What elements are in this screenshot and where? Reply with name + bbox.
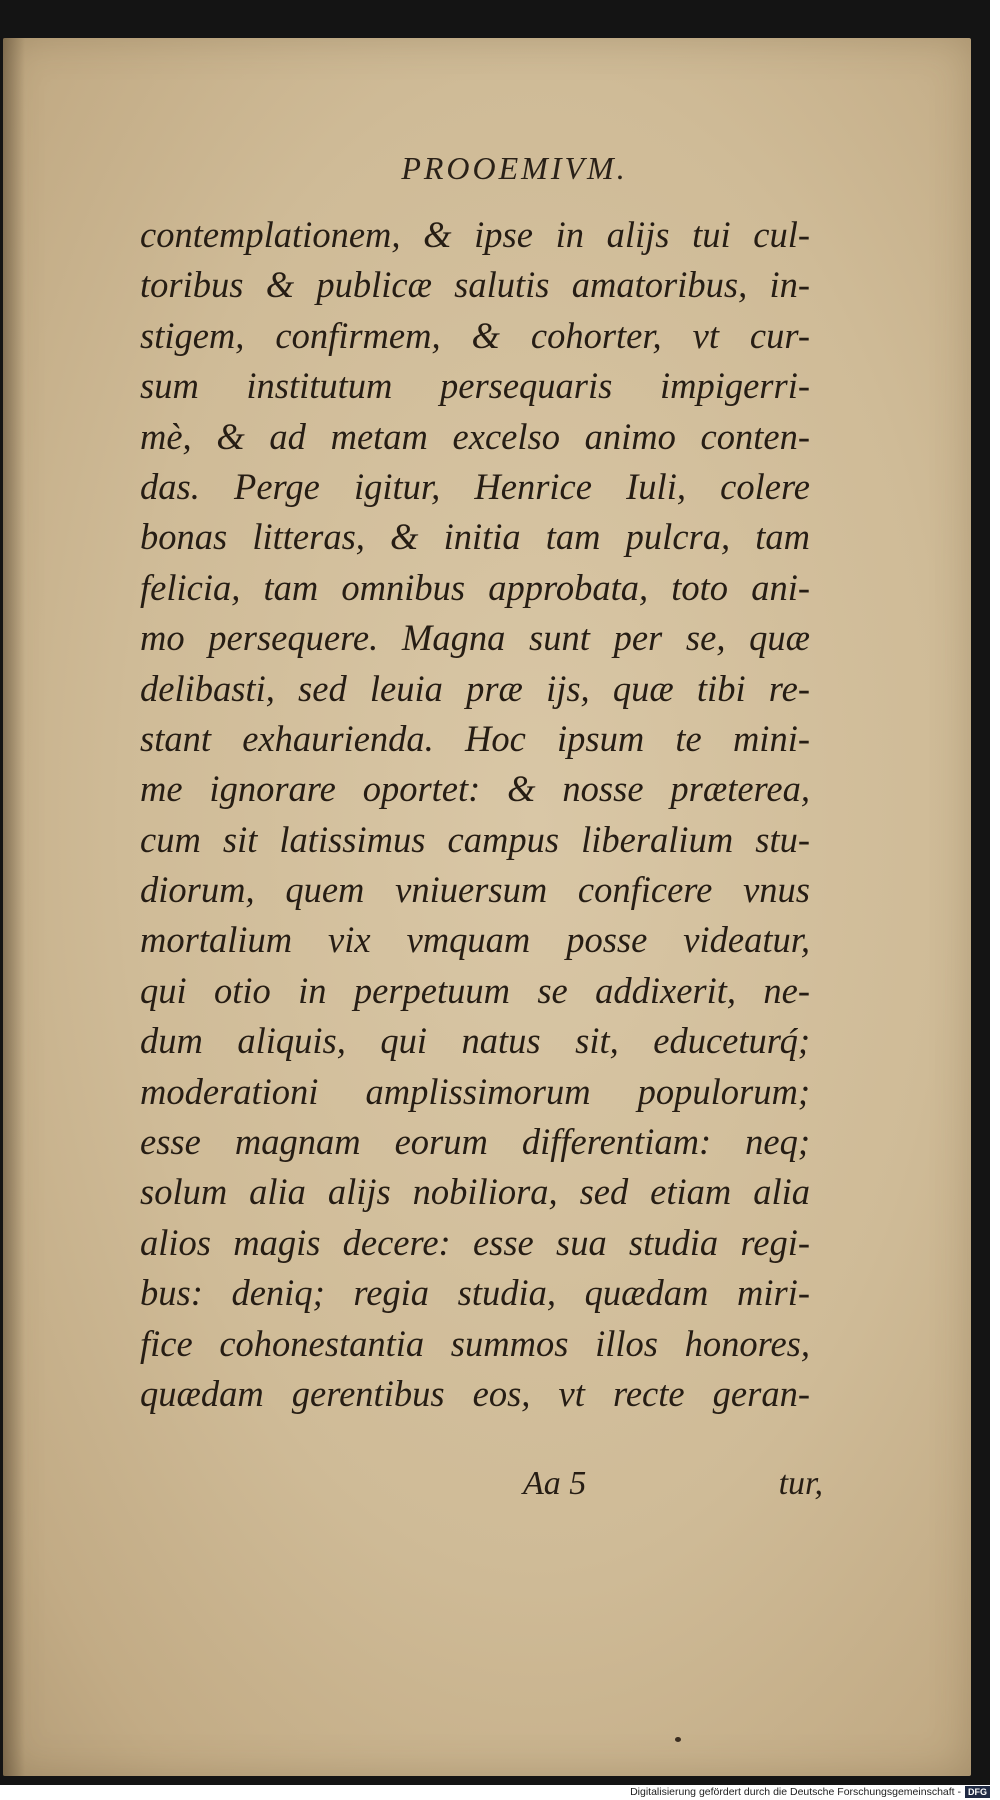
text-line: qui otio in perpetuum se addixerit, ne- [140, 969, 810, 1011]
text-line: cum sit latissimus campus liberalium stu- [140, 818, 810, 860]
body-text [140, 210, 810, 1419]
ink-speck [675, 1737, 681, 1742]
dfg-logo: DFG [965, 1786, 990, 1798]
credit-text: Digitalisierung gefördert durch die Deutsche Forschungsgemeinschaft - [630, 1786, 961, 1798]
text-line: dum aliquis, qui natus sit, educeturq́; [140, 1020, 810, 1062]
text-line: toribus & publicæ salutis amatoribus, in- [140, 264, 810, 306]
text-line: bonas litteras, & initia tam pulcra, tam [140, 516, 810, 558]
digitization-credit [630, 1786, 990, 1798]
text-line: bus: deniq; regia studia, quædam miri- [140, 1272, 810, 1314]
catchword: tur, [778, 1465, 823, 1502]
text-line: mo persequere. Magna sunt per se, quæ [140, 617, 810, 659]
running-head: PROOEMIVM. [401, 150, 628, 186]
text-line: alios magis decere: esse sua studia regi- [140, 1221, 810, 1263]
text-line: diorum, quem vniuersum conficere vnus [140, 869, 810, 911]
text-line: mè, & ad metam excelso animo conten- [140, 415, 810, 457]
text-line: mortalium vix vmquam posse videatur, [140, 919, 810, 961]
text-line: das. Perge igitur, Henrice Iuli, colere [140, 465, 810, 507]
text-line: esse magnam eorum differentiam: neq; [140, 1121, 810, 1163]
text-line: solum alia alijs nobiliora, sed etiam alia [140, 1171, 810, 1213]
signature-mark: Aa 5 [523, 1465, 587, 1502]
text-line: stant exhaurienda. Hoc ipsum te mini- [140, 717, 810, 759]
text-line: quædam gerentibus eos, vt recte geran- [140, 1372, 810, 1414]
text-line: felicia, tam omnibus approbata, toto ani- [140, 566, 810, 608]
text-line: contemplationem, & ipse in alijs tui cul- [140, 214, 810, 255]
text-line: moderationi amplissimorum populorum; [140, 1070, 810, 1112]
text-line: fice cohonestantia summos illos honores, [140, 1322, 810, 1364]
book-page [3, 38, 971, 1776]
gutter-shadow [3, 38, 25, 1776]
text-line: delibasti, sed leuia præ ijs, quæ tibi re- [140, 667, 810, 709]
text-line: me ignorare oportet: & nosse præterea, [140, 768, 810, 810]
text-line: sum institutum persequaris impigerri- [140, 365, 810, 407]
text-line: stigem, confirmem, & cohorter, vt cur- [140, 314, 810, 356]
